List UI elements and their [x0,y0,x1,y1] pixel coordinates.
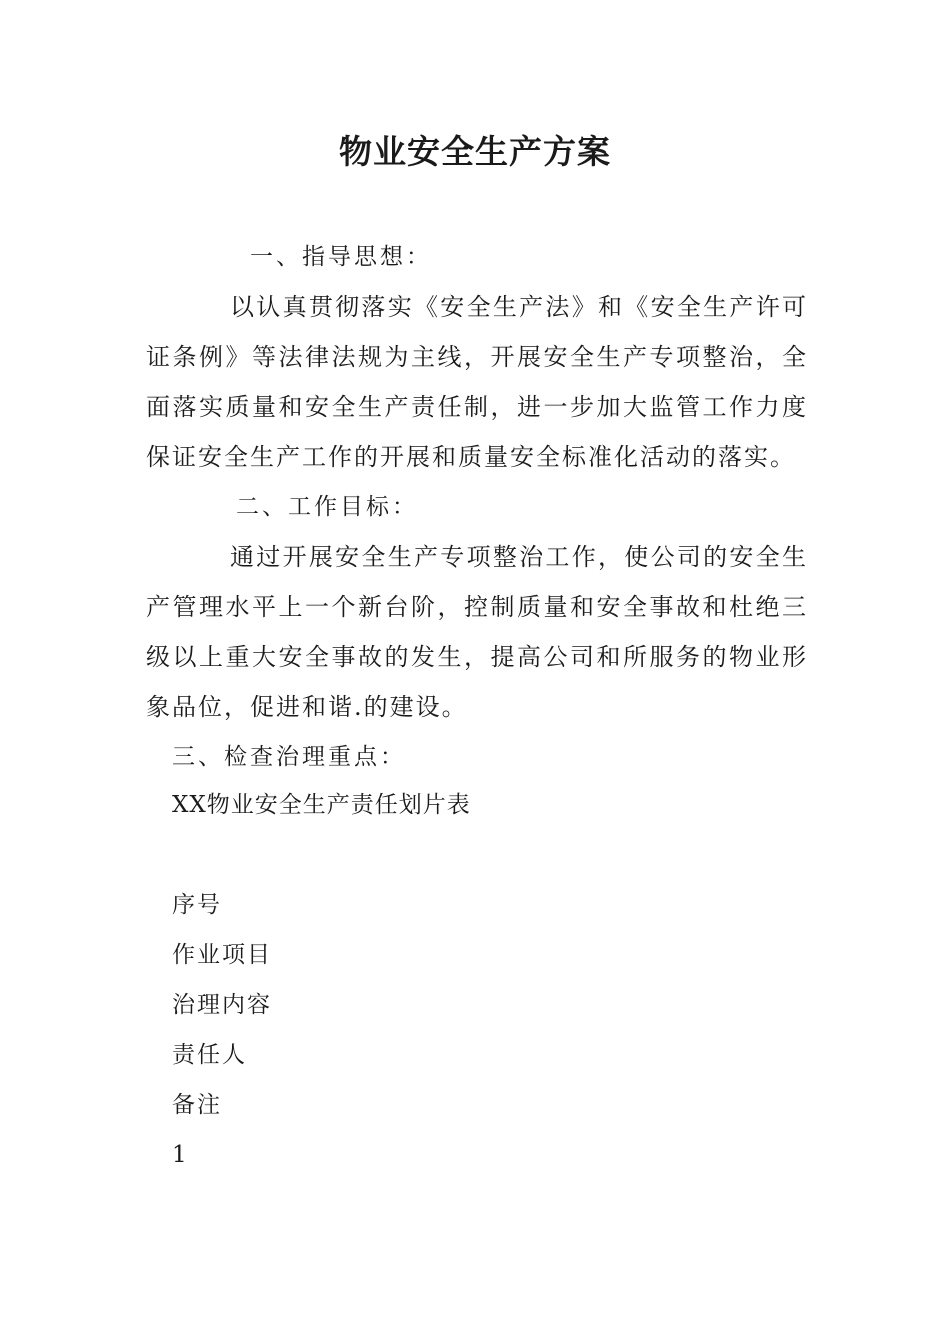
section-heading-inspection-focus: 三、检查治理重点： [172,744,406,770]
section-heading-work-goals: 二、工作目标： [236,494,418,520]
table-header-serial-number: 序号 [172,892,222,918]
table-header-treatment-content: 治理内容 [172,992,272,1018]
section-body-work-goals: 通过开展安全生产专项整治工作，使公司的安全生产管理水平上一个新台阶，控制质量和安全事故和杜绝三级以上重大安全事故的发生，提高公司和所服务的物业形象品位，促进和谐.的建设。 [146,543,808,721]
table-header-work-item: 作业项目 [172,942,272,968]
section-heading-guiding-ideology: 一、指导思想： [250,244,432,270]
table-row-index: 1 [172,1142,189,1168]
table-title: XX物业安全生产责任划片表 [172,792,471,818]
document-title: 物业安全生产方案 [339,132,611,171]
section-body-guiding-ideology: 以认真贯彻落实《安全生产法》和《安全生产许可证条例》等法律法规为主线，开展安全生产专项整治，全面落实质量和安全生产责任制，进一步加大监管工作力度保证安全生产工作的开展和质量安全标准化活动的落实。 [146,293,808,471]
table-header-responsible-person: 责任人 [172,1042,247,1068]
table-header-remarks: 备注 [172,1092,222,1118]
